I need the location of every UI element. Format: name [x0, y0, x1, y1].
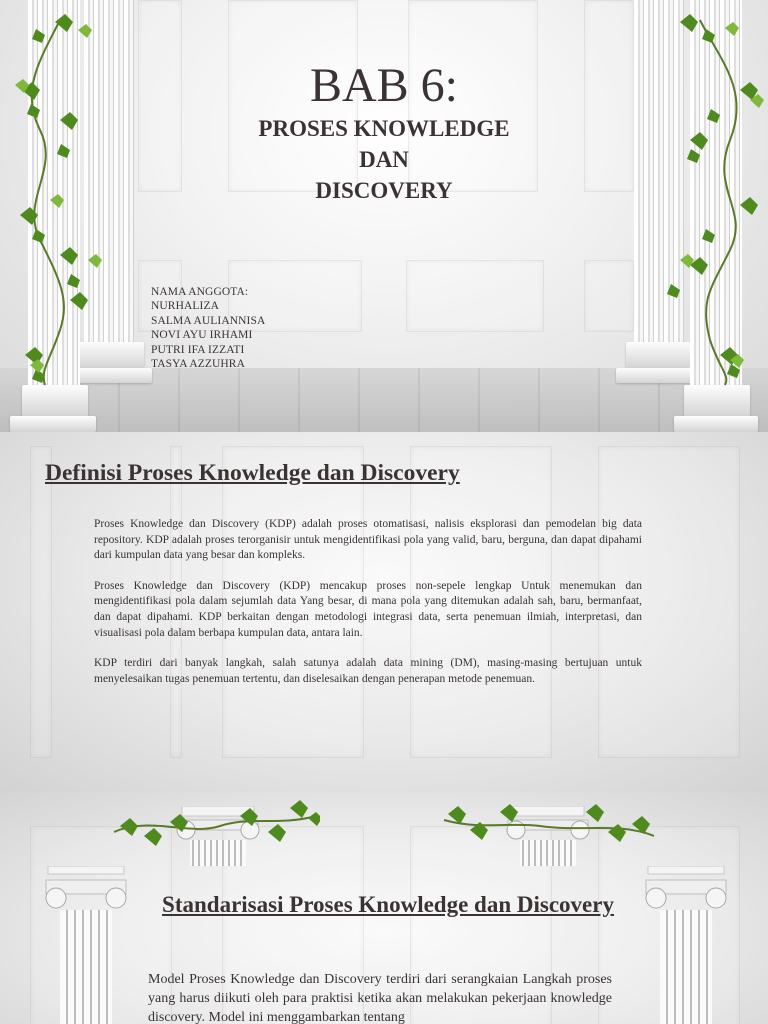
member-name: NURHALIZA — [151, 300, 219, 313]
definition-slide — [0, 432, 768, 792]
section-body — [94, 517, 642, 702]
column-plinth — [674, 416, 758, 432]
wall-panel — [406, 260, 544, 332]
paragraph: Proses Knowledge dan Discovery (KDP) adalah proses otomatisasi, nalisis eksplorasi dan pemodelan big data repository. KDP adalah proses terorganisir untuk mengidentifikasi pola yang valid, baru, berguna, dan dapat dipahami dari kumpulan data yang besar dan kompleks. — [94, 518, 642, 562]
subtitle-line: PROSES KNOWLEDGE — [258, 116, 510, 141]
column-left — [44, 866, 128, 1024]
slide-subtitle — [0, 113, 768, 206]
standardization-slide — [0, 792, 768, 1024]
paragraph: KDP terdiri dari banyak langkah, salah satunya adalah data mining (DM), masing-masing bertujuan untuk menyelesaikan tugas penemuan tertentu, dan diselesaikan dengan penerapan metode penemuan. — [94, 657, 642, 685]
member-name: NOVI AYU IRHAMI — [151, 329, 253, 342]
title-slide — [0, 0, 768, 432]
section-title: Standarisasi Proses Knowledge dan Discovery — [162, 892, 614, 917]
column-plinth — [10, 416, 96, 432]
column-right — [644, 866, 728, 1024]
wall-panel — [30, 446, 52, 758]
paragraph: Proses Knowledge dan Discovery (KDP) mencakup proses non-sepele lengkap Untuk menemukan dan mengidentifikasi pola dalam sejumlah data Yang besar, di mana pola yang ditemukan adalah sah, baru, bermanfaat, dan dapat dipahami. KDP berkaitan dengan metodologi integrasi data, serta penemuan ilmiah, interpretasi, dan visualisasi pola dalam berbapa kumpulan data, antara lain. — [94, 579, 642, 639]
subtitle-line: DAN — [359, 147, 409, 172]
member-name: TASYA AZZUHRA — [151, 358, 245, 371]
member-name: SALMA AULIANNISA — [151, 314, 266, 327]
section-body: Model Proses Knowledge dan Discovery terdiri dari serangkaian Langkah proses yang harus diikuti oleh para praktisi ketika akan melakukan pekerjaan knowledge discovery. Model ini menggambarkan tentang — [148, 972, 612, 1024]
slide-title: BAB 6: — [309, 59, 459, 112]
members-heading: NAMA ANGGOTA: — [151, 286, 249, 298]
ivy-garland-right — [440, 796, 658, 860]
member-name: PUTRI IFA IZZATI — [151, 343, 245, 356]
ivy-garland-left — [110, 796, 320, 860]
section-title: Definisi Proses Knowledge dan Discovery — [45, 460, 460, 486]
subtitle-line: DISCOVERY — [315, 178, 453, 203]
member-list — [151, 285, 265, 371]
wall-panel — [584, 260, 634, 332]
